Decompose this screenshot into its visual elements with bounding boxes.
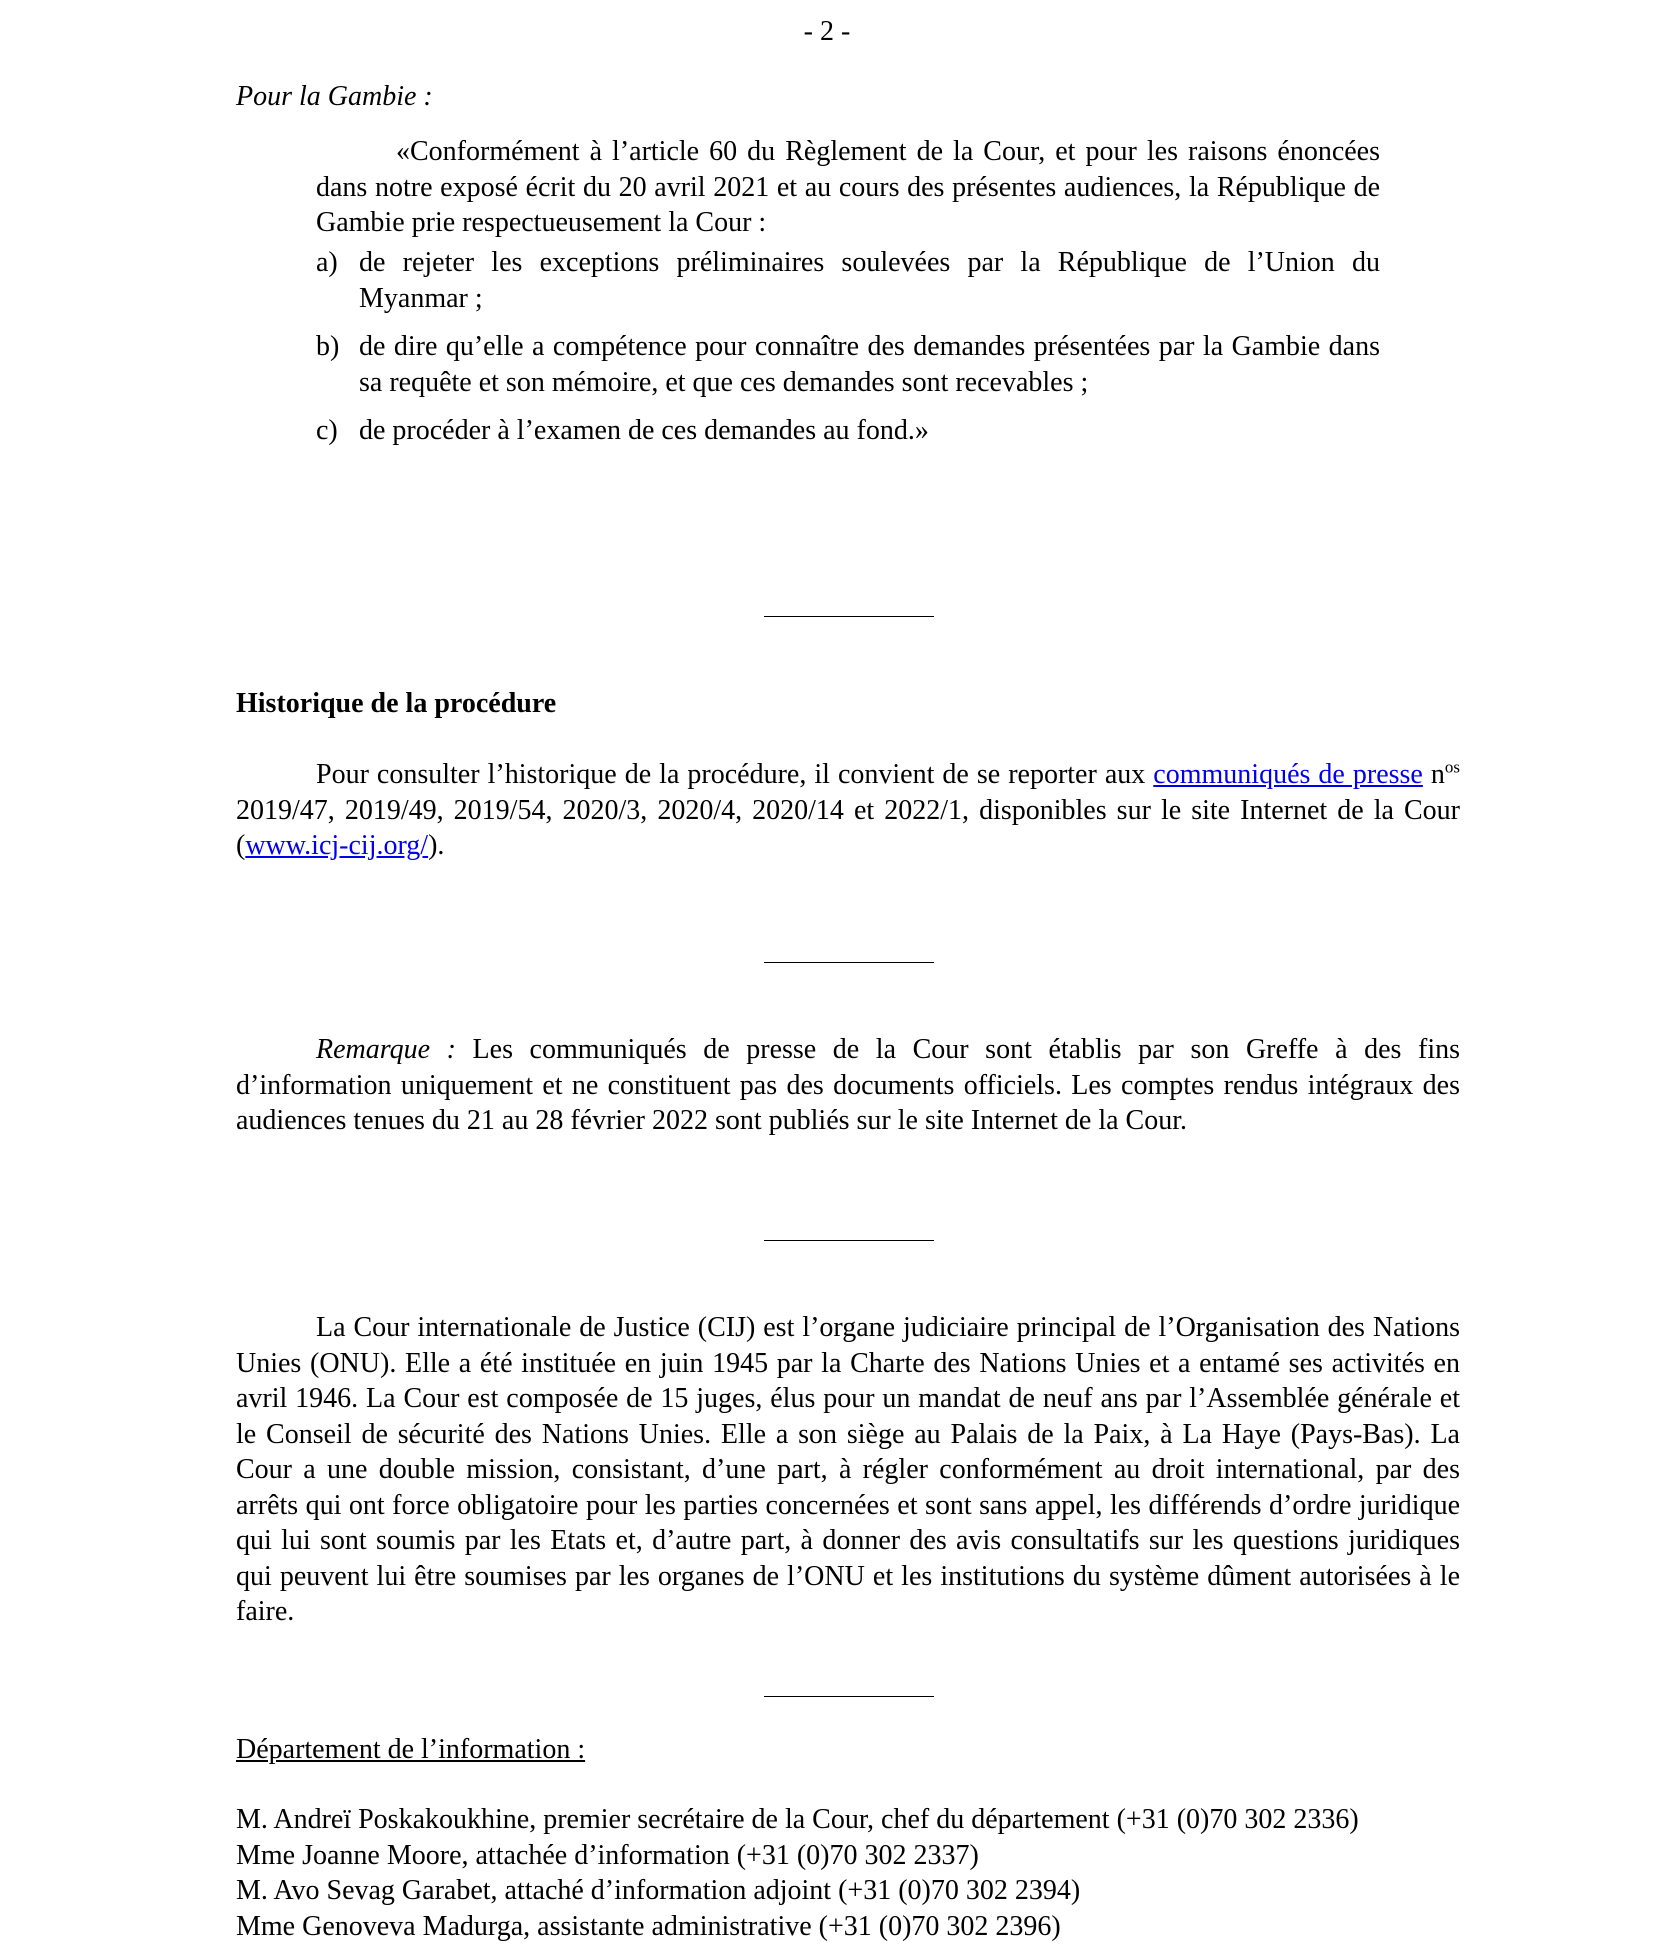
- list-item: [316, 245, 1380, 316]
- section-divider: [764, 1696, 934, 1697]
- remark-paragraph: [236, 1032, 1460, 1139]
- department-heading: Département de l’information :: [236, 1734, 586, 1765]
- contact-list: [236, 1802, 1460, 1944]
- gambia-heading: Pour la Gambie :: [236, 81, 433, 112]
- section-divider: [764, 962, 934, 963]
- icj-website-link[interactable]: www.icj-cij.org/: [245, 830, 429, 861]
- history-text-before-link: Pour consulter l’historique de la procédure, il convient de se reporter aux: [316, 759, 1154, 790]
- history-text-os: os: [1444, 757, 1460, 777]
- list-item: [316, 413, 1380, 449]
- remark-label: Remarque :: [316, 1034, 456, 1065]
- history-text-numbers: 2019/47, 2019/49, 2019/54, 2020/3, 2020/4, 2020/14 et 2022/1, disponibles sur le site Internet de la Cour (: [236, 794, 1460, 861]
- contact-line: Mme Joanne Moore, attachée d’information (+31 (0)70 302 2337): [236, 1839, 979, 1871]
- contact-line: M. Andreï Poskakoukhine, premier secrétaire de la Cour, chef du département (+31 (0)70 302 2336): [236, 1804, 1359, 1835]
- contact-line: M. Avo Sevag Garabet, attaché d’information adjoint (+31 (0)70 302 2394): [236, 1875, 1081, 1906]
- page-number: - 2 -: [803, 16, 851, 47]
- gambia-quote-intro: «Conformément à l’article 60 du Règlement de la Cour, et pour les raisons énoncées dans notre exposé écrit du 20 avril 2021 et au cours des présentes audiences, la République de Gambie prie respectueusement la Cour :: [316, 136, 1380, 238]
- list-item-letter: c): [316, 415, 338, 446]
- contact-line: Mme Genoveva Madurga, assistante administrative (+31 (0)70 302 2396): [236, 1910, 1061, 1942]
- section-divider: [764, 616, 934, 617]
- list-item-letter: a): [316, 247, 338, 278]
- history-heading: Historique de la procédure: [236, 688, 557, 719]
- list-item-text: de dire qu’elle a compétence pour connaître des demandes présentées par la Gambie dans sa requête et son mémoire, et que ces demandes sont recevables ;: [359, 331, 1380, 398]
- history-paragraph: [236, 757, 1460, 864]
- list-item-letter: b): [316, 331, 340, 362]
- history-text-n: n: [1422, 759, 1445, 790]
- list-item: [316, 329, 1380, 400]
- about-court-paragraph: La Cour internationale de Justice (CIJ) est l’organe judiciaire principal de l’Organisation des Nations Unies (ONU). Elle a été instituée en juin 1945 par la Charte des Nations Unies et a entamé ses activités en avril 1946. La Cour est composée de 15 juges, élus pour un mandat de neuf ans par l’Assemblée générale et le Conseil de sécurité des Nations Unies. Elle a son siège au Palais de la Paix, à La Haye (Pays-Bas). La Cour a une double mission, consistant, d’une part, à régler conformément au droit international, par des arrêts qui ont force obligatoire pour les parties concernées et sont sans appel, les différends d’ordre juridique qui lui sont soumis par les Etats et, d’autre part, à donner des avis consultatifs sur les questions juridiques qui peuvent lui être soumises par les organes de l’ONU et les institutions du système dûment autorisées à le faire.: [236, 1312, 1460, 1627]
- history-text-end: ).: [428, 830, 445, 861]
- press-releases-link[interactable]: communiqués de presse: [1153, 759, 1423, 790]
- list-item-text: de procéder à l’examen de ces demandes au fond.»: [359, 415, 929, 446]
- list-item-text: de rejeter les exceptions préliminaires soulevées par la République de l’Union du Myanmar ;: [359, 247, 1380, 314]
- remark-text: Les communiqués de presse de la Cour sont établis par son Greffe à des fins d’information uniquement et ne constituent pas des documents officiels. Les comptes rendus intégraux des audiences tenues du 21 au 28 février 2022 sont publiés sur le site Internet de la Cour.: [236, 1034, 1460, 1136]
- section-divider: [764, 1240, 934, 1241]
